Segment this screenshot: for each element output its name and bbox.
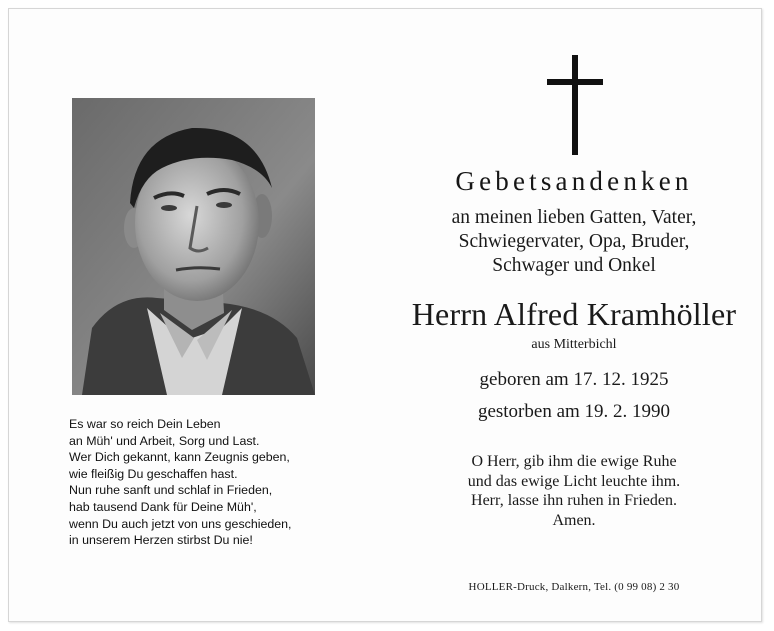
death-date: gestorben am 19. 2. 1990 bbox=[477, 401, 671, 422]
birth-date: geboren am 17. 12. 1925 bbox=[479, 369, 669, 390]
relation-text bbox=[398, 206, 750, 278]
prayer-line: Amen. bbox=[552, 511, 596, 529]
poem-line: wenn Du auch jetzt von uns geschieden, bbox=[69, 516, 292, 531]
origin-text: aus Mitterbichl bbox=[531, 337, 617, 352]
poem-line: wie fleißig Du geschaffen hast. bbox=[69, 466, 238, 481]
prayer-text bbox=[398, 452, 750, 530]
poem-line: hab tausend Dank für Deine Müh', bbox=[69, 499, 257, 514]
poem-line: Wer Dich gekannt, kann Zeugnis geben, bbox=[69, 450, 290, 465]
memorial-poem bbox=[69, 416, 359, 549]
relation-line: Schwiegervater, Opa, Bruder, bbox=[458, 231, 690, 252]
card-heading: Gebetsandenken bbox=[455, 166, 693, 196]
poem-line: in unserem Herzen stirbst Du nie! bbox=[69, 533, 253, 548]
poem-line: an Müh' und Arbeit, Sorg und Last. bbox=[69, 433, 260, 448]
poem-line: Es war so reich Dein Leben bbox=[69, 417, 221, 431]
cross-icon bbox=[547, 55, 603, 155]
printer-credit: HOLLER-Druck, Dalkern, Tel. (0 99 08) 2 30 bbox=[468, 581, 680, 593]
deceased-name: Herrn Alfred Kramhöller bbox=[411, 296, 737, 332]
portrait-photo bbox=[72, 98, 315, 395]
prayer-line: und das ewige Licht leuchte ihm. bbox=[467, 472, 681, 490]
poem-line: Nun ruhe sanft und schlaf in Frieden, bbox=[69, 483, 273, 498]
relation-line: Schwager und Onkel bbox=[492, 255, 656, 276]
relation-line: an meinen lieben Gatten, Vater, bbox=[451, 207, 697, 228]
prayer-line: O Herr, gib ihm die ewige Ruhe bbox=[471, 453, 677, 470]
prayer-line: Herr, lasse ihn ruhen in Frieden. bbox=[471, 492, 677, 510]
